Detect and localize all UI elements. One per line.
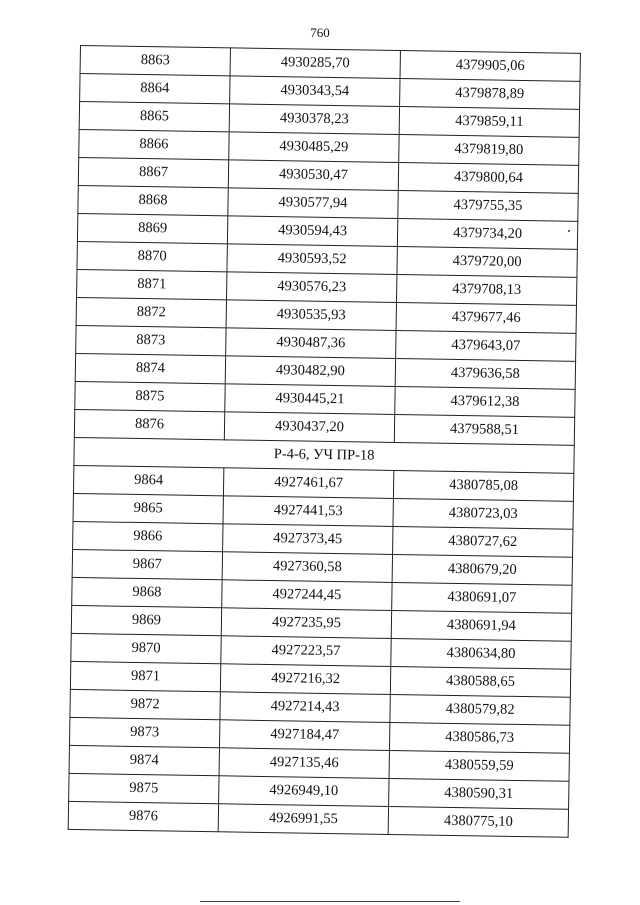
point-number-cell: 8876 — [74, 409, 224, 439]
y-coordinate-cell: 4380723,03 — [393, 498, 573, 529]
point-number-cell: 8868 — [78, 185, 228, 215]
y-coordinate-cell: 4380586,73 — [389, 722, 569, 753]
x-coordinate-cell: 4927441,53 — [223, 496, 393, 527]
y-coordinate-cell: 4379755,35 — [398, 191, 578, 222]
x-coordinate-cell: 4930593,52 — [227, 244, 397, 275]
point-number-cell: 8875 — [75, 381, 225, 411]
point-number-cell: 9874 — [69, 745, 219, 775]
x-coordinate-cell: 4926949,10 — [219, 776, 389, 807]
point-number-cell: 8864 — [80, 74, 230, 104]
y-coordinate-cell: 4379708,13 — [396, 275, 576, 306]
point-number-cell: 8873 — [76, 325, 226, 355]
point-number-cell: 9866 — [73, 521, 223, 551]
x-coordinate-cell: 4930482,90 — [225, 356, 395, 387]
y-coordinate-cell: 4380588,65 — [390, 666, 570, 697]
x-coordinate-cell: 4927360,58 — [222, 552, 392, 583]
point-number-cell: 9864 — [73, 465, 223, 495]
x-coordinate-cell: 4927244,45 — [222, 580, 392, 611]
y-coordinate-cell: 4379636,58 — [395, 358, 575, 389]
x-coordinate-cell: 4930485,29 — [229, 132, 399, 163]
point-number-cell: 8871 — [77, 269, 227, 299]
x-coordinate-cell: 4927373,45 — [223, 524, 393, 555]
page-number: 760 — [310, 25, 330, 40]
y-coordinate-cell: 4379588,51 — [394, 414, 574, 445]
x-coordinate-cell: 4930378,23 — [229, 104, 399, 135]
y-coordinate-cell: 4380691,07 — [392, 582, 572, 613]
y-coordinate-cell: 4380775,10 — [388, 806, 568, 837]
point-number-cell: 8869 — [77, 213, 227, 243]
coordinates-group-a — [74, 46, 580, 446]
y-coordinate-cell: 4379734,20 — [397, 219, 577, 250]
x-coordinate-cell: 4930285,70 — [230, 48, 400, 79]
x-coordinate-cell: 4927214,43 — [220, 692, 390, 723]
point-number-cell: 8865 — [79, 102, 229, 132]
y-coordinate-cell: 4379878,89 — [400, 79, 580, 110]
x-coordinate-cell: 4927184,47 — [219, 720, 389, 751]
y-coordinate-cell: 4380679,20 — [392, 554, 572, 585]
x-coordinate-cell: 4930445,21 — [225, 384, 395, 415]
y-coordinate-cell: 4379720,00 — [397, 247, 577, 278]
point-number-cell: 9876 — [68, 801, 218, 831]
y-coordinate-cell: 4379905,06 — [400, 51, 580, 82]
point-number-cell: 8874 — [75, 353, 225, 383]
y-coordinate-cell: 4380727,62 — [393, 526, 573, 557]
y-coordinate-cell: 4379859,11 — [399, 107, 579, 138]
point-number-cell: 9867 — [72, 549, 222, 579]
x-coordinate-cell: 4927223,57 — [221, 636, 391, 667]
y-coordinate-cell: 4380634,80 — [391, 638, 571, 669]
y-coordinate-cell: 4380579,82 — [390, 694, 570, 725]
point-number-cell: 8867 — [78, 157, 228, 187]
x-coordinate-cell: 4930530,47 — [228, 160, 398, 191]
x-coordinate-cell: 4930577,94 — [228, 188, 398, 219]
point-number-cell: 9868 — [72, 577, 222, 607]
x-coordinate-cell: 4930437,20 — [224, 412, 394, 443]
point-number-cell: 8872 — [76, 297, 226, 327]
y-coordinate-cell: 4379643,07 — [396, 330, 576, 361]
coordinates-group-b — [68, 465, 574, 837]
point-number-cell: 8866 — [79, 129, 229, 159]
point-number-cell: 9865 — [73, 493, 223, 523]
point-number-cell: 9875 — [69, 773, 219, 803]
scan-speck — [568, 230, 570, 232]
y-coordinate-cell: 4380785,08 — [393, 470, 573, 501]
scan-edge-line — [200, 901, 460, 902]
point-number-cell: 8863 — [80, 46, 230, 76]
x-coordinate-cell: 4927461,67 — [223, 468, 393, 499]
section-title: Р-4-6, УЧ ПР-18 — [74, 437, 574, 473]
point-number-cell: 9873 — [69, 717, 219, 747]
point-number-cell: 9872 — [70, 689, 220, 719]
x-coordinate-cell: 4926991,55 — [218, 804, 388, 835]
x-coordinate-cell: 4930594,43 — [227, 216, 397, 247]
x-coordinate-cell: 4927216,32 — [220, 664, 390, 695]
y-coordinate-cell: 4379800,64 — [398, 163, 578, 194]
point-number-cell: 8870 — [77, 241, 227, 271]
y-coordinate-cell: 4379819,80 — [399, 135, 579, 166]
point-number-cell: 9871 — [70, 661, 220, 691]
point-number-cell: 9870 — [71, 633, 221, 663]
x-coordinate-cell: 4927235,95 — [221, 608, 391, 639]
y-coordinate-cell: 4380691,94 — [391, 610, 571, 641]
x-coordinate-cell: 4930576,23 — [227, 272, 397, 303]
y-coordinate-cell: 4380590,31 — [389, 778, 569, 809]
y-coordinate-cell: 4379677,46 — [396, 303, 576, 334]
x-coordinate-cell: 4927135,46 — [219, 748, 389, 779]
x-coordinate-cell: 4930535,93 — [226, 300, 396, 331]
y-coordinate-cell: 4379612,38 — [395, 386, 575, 417]
coordinates-table — [68, 45, 581, 838]
point-number-cell: 9869 — [71, 605, 221, 635]
x-coordinate-cell: 4930487,36 — [226, 328, 396, 359]
x-coordinate-cell: 4930343,54 — [230, 76, 400, 107]
y-coordinate-cell: 4380559,59 — [389, 750, 569, 781]
